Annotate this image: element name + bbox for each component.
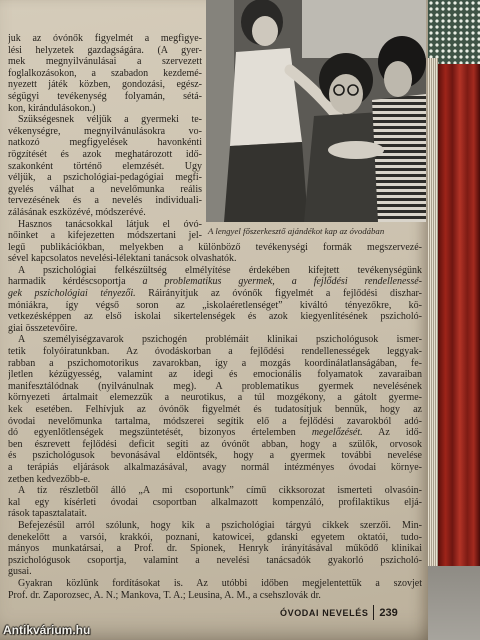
text-line: juk az óvónők figyelmét a megfigye- [8, 33, 202, 44]
italic-phrase: a problematikus gyermek, a fejlődési rendellenessé- [142, 276, 422, 288]
text-line: mányos munkatársai, a Prof. dr. Spionek, Henryk irányításával működő klinikai [8, 543, 422, 555]
text-line: és pszichológusok bevonásával eldöntsék, hogy a gyermek további nevelése [8, 450, 422, 462]
photo-caption: A lengyel főszerkesztő ajándékot kap az óvodában [208, 226, 385, 236]
table-surface [428, 566, 480, 640]
text-line: zetben kedvezőbb-e. [8, 473, 91, 485]
text-line: gyelés válhat a nevelőmunka reális [8, 183, 202, 195]
text-line: Befejezésül arról szólunk, hogy kik a pszichológiai tárgyú cikkek szerzői. Min- [18, 519, 422, 531]
text-line: ségügyi tevékenység folyamán, sétá- [8, 90, 202, 102]
running-footer [280, 605, 398, 620]
text-line: szakonként történő elemzését. Úgy [8, 160, 202, 172]
text-line [8, 427, 422, 439]
page-number: 239 [379, 606, 398, 619]
text-run: dó egyenlőtlenségek megszüntetését, bizonyos értelemben [8, 427, 312, 439]
text-line: tetik folyóiratunkban. Az óvodáskorban a fejlődési rendellenességek leggyak- [8, 346, 422, 358]
text-line: móniákra, így végső soron az „iskolaéretlenséget” kiváltó tényezőkre, kö- [8, 299, 422, 311]
text-line: A személyiségzavarok pszichogén problémáit klinikai pszichológusok ismer- [18, 334, 422, 346]
watermark: Antikvárium.hu [3, 623, 91, 637]
text-line: kon, kirándulásokon.) [8, 102, 96, 114]
text-line: vetkezésképpen az első iskolai sikertelenségek és azok kiegyenlítésének pszicholó- [8, 311, 422, 323]
text-line: sével kapcsolatos nevelési-lélektani tanácsok olvashatók. [8, 253, 237, 265]
text-line: gusai. [8, 566, 32, 578]
text-line: kal egy kísérleti óvodai csoportban alkalmazott kompenzáló, profilaktikus eljá- [8, 496, 422, 508]
page-edges [428, 58, 438, 568]
text-line: Prof. dr. Zaporozsec, A. N.; Mankova, T. A.; Leusina, A. M., a csehszlovák dr. [8, 589, 321, 601]
text-line: zálásának eszközévé, módszerévé. [8, 206, 146, 218]
text-run: Ráirányítjuk az óvónők figyelmét a fejlődési diszhar- [135, 288, 422, 300]
text-line: jletlen kézügyesség, valamint az idegi és emocionális folyamatok zavaraiban [8, 369, 422, 381]
book-covers [438, 64, 480, 566]
text-line: kek esetében. Felhívjuk az óvónők figyelmét és tudatosítjuk bennük, hogy az [8, 404, 422, 415]
text-run: harmadik kérdéscsoportja [8, 276, 143, 288]
text-line: ben észrevett fejlődési deficit segíti az óvónőt abban, hogy a szülők, orvosok [8, 438, 422, 450]
text-line: vékenységre, megnyilvánulásokra vo- [8, 125, 202, 137]
text-line: A tíz részletből álló „A mi csoportunk” című cikksorozat ismerteti olvasóin- [18, 485, 422, 497]
article-body [8, 33, 422, 601]
text-line: Szükségesnek véljük a gyermeki te- [18, 114, 202, 126]
text-line: tervezésének és a nevelés individuali- [8, 195, 202, 207]
text-line: nyezett játék közben, gondozási, egész- [8, 79, 202, 91]
text-line: Hasznos tanácsokkal látjuk el óvó- [18, 218, 202, 230]
italic-phrase: megelőzését. [311, 427, 363, 439]
text-line: giai összetevőire. [8, 322, 78, 334]
text-line: nőinket a kifejezetten módszertani jel- [8, 230, 202, 242]
text-line: óvodai nevelőmunka tartalma, módszerei segítik elő a fejlődési zavarokból adó- [8, 415, 422, 427]
text-line: Gyakran közlünk fordításokat is. Az utóbbi időben megjelentettük a szovjet [18, 577, 422, 589]
text-line: mek megnyilvánulásai a szervezett [8, 56, 202, 68]
footer-separator [373, 605, 374, 620]
text-line: denekelőtt a varsói, krakkói, poznani, katowicei, gdanski egyetem oktatói, tudo- [8, 531, 422, 543]
text-line: véljük, a pszichológiai-pedagógiai megfi- [8, 172, 202, 184]
text-line: A pszichológiai felkészültség elmélyítése érdekében kifejtett tevékenységünk [18, 264, 422, 276]
text-run: Az idő- [362, 427, 422, 439]
text-line [8, 276, 422, 288]
text-line: környezeti ártalmait elemezzük a neurotikus, a túl mozgékony, a gátolt gyerme- [8, 392, 422, 404]
text-line: foglalkozásokon, a szabadon kezdemé- [8, 67, 202, 79]
text-line: legű publikációkban, melyekben a különböző tevékenységi formák megszervezé- [8, 241, 422, 253]
journal-name: ÓVODAI NEVELÉS [280, 607, 369, 618]
book-edge [428, 0, 480, 640]
text-line: manifesztálódnak (nyilvánulnak meg). A problematikus gyermek nevelésének [8, 380, 422, 392]
text-line: pszichológusok csoportja, valamint a nevelési tanácsadók gyakorló pszicholó- [8, 554, 422, 566]
text-line: rások tapasztalatait. [8, 508, 87, 520]
text-line: rögzítését és azok meghatározott idő- [8, 148, 202, 160]
text-line: natkozó megfigyelések havonkénti [8, 137, 202, 149]
text-line: rabban a pszichomotorikus zavarokban, így a mozgás koordinálatlanságában, fe- [8, 357, 422, 369]
text-line: a terápiás eljárások alkalmazásával, avagy normál intézményes óvodai környe- [8, 461, 422, 473]
text-line [8, 288, 422, 300]
italic-phrase: gek pszichológiai tényezői. [8, 288, 136, 300]
text-line: lési helyzetek gazdagságára. (A gyer- [8, 44, 202, 56]
